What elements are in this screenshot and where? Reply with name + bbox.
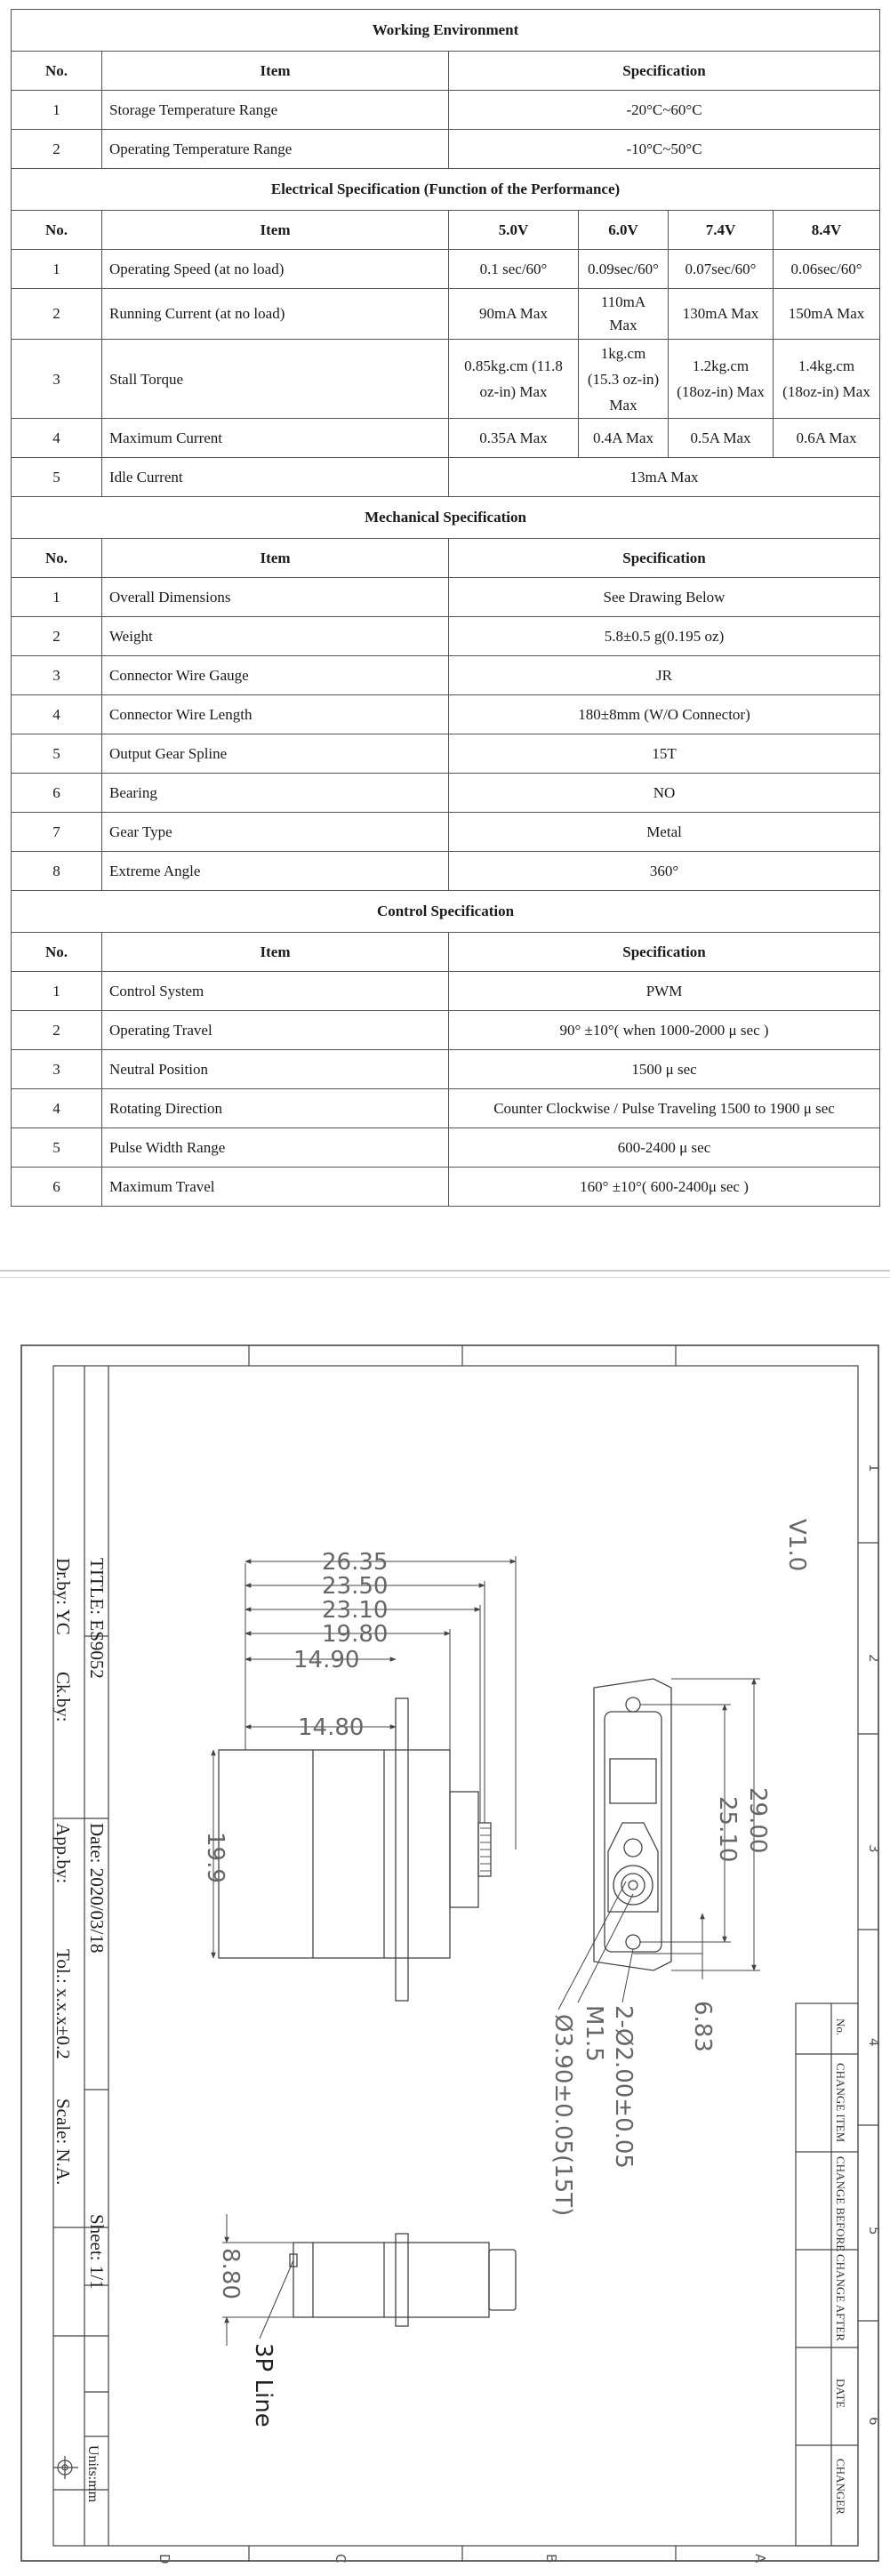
- row-v1: 90mA Max: [449, 289, 579, 340]
- dim-m1-5: M1.5: [581, 2005, 607, 2062]
- row-spec: 600-2400 μ sec: [449, 1128, 880, 1168]
- dim-6-83: 6.83: [689, 2001, 716, 2052]
- row-item: Overall Dimensions: [102, 578, 449, 617]
- row-item: Operating Temperature Range: [102, 130, 449, 169]
- table-row: [12, 695, 880, 734]
- dim-19-80: 19.80: [322, 1621, 389, 1648]
- row-v2: 1kg.cm (15.3 oz-in) Max: [579, 340, 669, 419]
- row-no: 2: [12, 289, 102, 340]
- table-header-row: [12, 211, 880, 250]
- row-item: Connector Wire Gauge: [102, 656, 449, 695]
- header-no: No.: [12, 539, 102, 578]
- header-spec: Specification: [449, 539, 880, 578]
- revision-table: [796, 2003, 858, 2546]
- row-spec: Metal: [449, 813, 880, 852]
- row-no: 8: [12, 852, 102, 891]
- table-row: [12, 91, 880, 130]
- table-row: [12, 1050, 880, 1089]
- table-row: [12, 419, 880, 458]
- technical-drawing: [0, 1316, 890, 2576]
- row-item: Control System: [102, 972, 449, 1011]
- header-item: Item: [102, 52, 449, 91]
- row-spec: 160° ±10°( 600-2400μ sec ): [449, 1168, 880, 1207]
- revision-header: DATE: [834, 2379, 847, 2409]
- row-spec: NO: [449, 774, 880, 813]
- row-item: Operating Speed (at no load): [102, 250, 449, 289]
- row-no: 2: [12, 617, 102, 656]
- dim-holes: 2-Ø2.00±0.05: [610, 2005, 637, 2169]
- dim-23-50: 23.50: [322, 1573, 389, 1600]
- row-no: 1: [12, 250, 102, 289]
- table-header-row: [12, 539, 880, 578]
- specification-table: [11, 9, 880, 1207]
- row-v3: 130mA Max: [669, 289, 774, 340]
- header-voltage-6v: 6.0V: [579, 211, 669, 250]
- header-voltage-5v: 5.0V: [449, 211, 579, 250]
- revision-header: CHANGE BEFORE: [834, 2156, 847, 2252]
- row-no: 5: [12, 458, 102, 497]
- working-environment-title-row: [12, 10, 880, 52]
- row-v3: 0.5A Max: [669, 419, 774, 458]
- control-title-row: [12, 891, 880, 933]
- header-no: No.: [12, 933, 102, 972]
- row-item: Storage Temperature Range: [102, 91, 449, 130]
- row-no: 5: [12, 734, 102, 774]
- row-spec: 360°: [449, 852, 880, 891]
- working-environment-title: Working Environment: [12, 10, 880, 52]
- row-item: Operating Travel: [102, 1011, 449, 1050]
- row-spec: 15T: [449, 734, 880, 774]
- row-item: Extreme Angle: [102, 852, 449, 891]
- header-voltage-8v4: 8.4V: [774, 211, 880, 250]
- control-title: Control Specification: [12, 891, 880, 933]
- approved-by: App.by:: [52, 1823, 74, 1884]
- units: Units:mm: [85, 2445, 100, 2503]
- header-no: No.: [12, 211, 102, 250]
- mechanical-title: Mechanical Specification: [12, 497, 880, 539]
- dim-26-35: 26.35: [322, 1549, 389, 1576]
- drawing-date: Date: 2020/03/18: [86, 1823, 108, 1954]
- row-spec: 13mA Max: [449, 458, 880, 497]
- table-row: [12, 813, 880, 852]
- row-v4: 150mA Max: [774, 289, 880, 340]
- row-item: Neutral Position: [102, 1050, 449, 1089]
- row-spec: PWM: [449, 972, 880, 1011]
- table-row: [12, 656, 880, 695]
- table-row: [12, 250, 880, 289]
- row-v2: 110mA Max: [579, 289, 669, 340]
- zone-number: 4: [866, 2038, 882, 2047]
- row-v3: 0.07sec/60°: [669, 250, 774, 289]
- row-v1: 0.35A Max: [449, 419, 579, 458]
- row-spec: 180±8mm (W/O Connector): [449, 695, 880, 734]
- checked-by: Ck.by:: [52, 1672, 74, 1722]
- table-row: [12, 340, 880, 419]
- header-spec: Specification: [449, 52, 880, 91]
- table-row: [12, 1089, 880, 1128]
- mechanical-title-row: [12, 497, 880, 539]
- drawn-by: Dr.by: YC: [52, 1558, 74, 1635]
- table-row: [12, 852, 880, 891]
- header-item: Item: [102, 933, 449, 972]
- dim-14-80: 14.80: [298, 1714, 365, 1741]
- row-v1: 0.85kg.cm (11.8 oz-in) Max: [449, 340, 579, 419]
- table-row: [12, 458, 880, 497]
- header-voltage-7v4: 7.4V: [669, 211, 774, 250]
- row-spec: 1500 μ sec: [449, 1050, 880, 1089]
- header-item: Item: [102, 539, 449, 578]
- cable-label: 3P Line: [250, 2343, 277, 2428]
- scale: Scale: N.A.: [52, 2099, 74, 2186]
- electrical-title-row: [12, 169, 880, 211]
- zone-number: 5: [866, 2227, 882, 2235]
- table-header-row: [12, 52, 880, 91]
- table-row: [12, 289, 880, 340]
- dim-25-10: 25.10: [714, 1796, 741, 1863]
- row-item: Stall Torque: [102, 340, 449, 419]
- row-spec: -10°C~50°C: [449, 130, 880, 169]
- drawing-title: TITLE: ES9052: [86, 1558, 108, 1679]
- row-v4: 0.06sec/60°: [774, 250, 880, 289]
- table-row: [12, 774, 880, 813]
- header-item: Item: [102, 211, 449, 250]
- row-spec: JR: [449, 656, 880, 695]
- revision-header: No.: [834, 2018, 847, 2036]
- table-row: [12, 1168, 880, 1207]
- row-item: Running Current (at no load): [102, 289, 449, 340]
- row-item: Rotating Direction: [102, 1089, 449, 1128]
- row-no: 2: [12, 130, 102, 169]
- page-separator: [0, 1270, 890, 1272]
- row-spec: 5.8±0.5 g(0.195 oz): [449, 617, 880, 656]
- row-item: Idle Current: [102, 458, 449, 497]
- row-v4: 0.6A Max: [774, 419, 880, 458]
- table-row: [12, 578, 880, 617]
- row-spec: -20°C~60°C: [449, 91, 880, 130]
- table-header-row: [12, 933, 880, 972]
- row-item: Maximum Current: [102, 419, 449, 458]
- row-no: 3: [12, 1050, 102, 1089]
- row-no: 4: [12, 695, 102, 734]
- table-row: [12, 972, 880, 1011]
- row-item: Connector Wire Length: [102, 695, 449, 734]
- row-item: Pulse Width Range: [102, 1128, 449, 1168]
- servo-top-view: [594, 1679, 671, 1970]
- row-no: 6: [12, 774, 102, 813]
- zone-letter: A: [752, 2554, 768, 2564]
- row-no: 7: [12, 813, 102, 852]
- zone-letter: C: [333, 2554, 349, 2564]
- row-item: Weight: [102, 617, 449, 656]
- dim-19-9: 19.9: [202, 1832, 229, 1883]
- electrical-title: Electrical Specification (Function of the Performance): [12, 169, 880, 211]
- zone-number: 2: [866, 1654, 882, 1663]
- projection-symbol-icon: [53, 2456, 78, 2479]
- drawing-inner-frame: [53, 1366, 858, 2546]
- drawing-version: V1.0: [783, 1519, 810, 1572]
- revision-header: CHANGE ITEM: [834, 2063, 847, 2143]
- row-v4: 1.4kg.cm (18oz-in) Max: [774, 340, 880, 419]
- dim-23-10: 23.10: [322, 1597, 389, 1624]
- row-no: 3: [12, 340, 102, 419]
- row-no: 1: [12, 972, 102, 1011]
- dim-8-80: 8.80: [217, 2248, 244, 2299]
- revision-header: CHANGER: [834, 2459, 847, 2515]
- zone-letter: D: [156, 2554, 172, 2564]
- servo-bottom-view: [290, 2234, 516, 2326]
- row-no: 1: [12, 578, 102, 617]
- table-row: [12, 1128, 880, 1168]
- row-item: Bearing: [102, 774, 449, 813]
- sheet: Sheet: 1/1: [86, 2214, 108, 2290]
- header-spec: Specification: [449, 933, 880, 972]
- row-item: Maximum Travel: [102, 1168, 449, 1207]
- header-no: No.: [12, 52, 102, 91]
- zone-number: 3: [866, 1844, 882, 1853]
- dim-29-00: 29.00: [744, 1787, 771, 1854]
- page-separator: [0, 1277, 890, 1278]
- row-spec: See Drawing Below: [449, 578, 880, 617]
- row-v1: 0.1 sec/60°: [449, 250, 579, 289]
- dim-spline: Ø3.90±0.05(15T): [549, 2014, 576, 2217]
- zone-number: 1: [866, 1464, 882, 1473]
- zone-number: 6: [866, 2417, 882, 2426]
- row-no: 2: [12, 1011, 102, 1050]
- row-no: 6: [12, 1168, 102, 1207]
- row-item: Gear Type: [102, 813, 449, 852]
- row-no: 3: [12, 656, 102, 695]
- row-no: 4: [12, 1089, 102, 1128]
- row-v2: 0.09sec/60°: [579, 250, 669, 289]
- table-row: [12, 1011, 880, 1050]
- row-no: 1: [12, 91, 102, 130]
- row-no: 4: [12, 419, 102, 458]
- table-row: [12, 617, 880, 656]
- row-no: 5: [12, 1128, 102, 1168]
- tolerance: Tol.: x.x.x±0.2: [52, 1949, 74, 2059]
- revision-header: CHANGE AFTER: [834, 2254, 847, 2341]
- table-row: [12, 734, 880, 774]
- row-spec: Counter Clockwise / Pulse Traveling 1500 to 1900 μ sec: [449, 1089, 880, 1128]
- zone-letter: B: [543, 2554, 559, 2564]
- dim-14-90: 14.90: [293, 1647, 360, 1673]
- row-v2: 0.4A Max: [579, 419, 669, 458]
- row-item: Output Gear Spline: [102, 734, 449, 774]
- row-v3: 1.2kg.cm (18oz-in) Max: [669, 340, 774, 419]
- table-row: [12, 130, 880, 169]
- row-spec: 90° ±10°( when 1000-2000 μ sec ): [449, 1011, 880, 1050]
